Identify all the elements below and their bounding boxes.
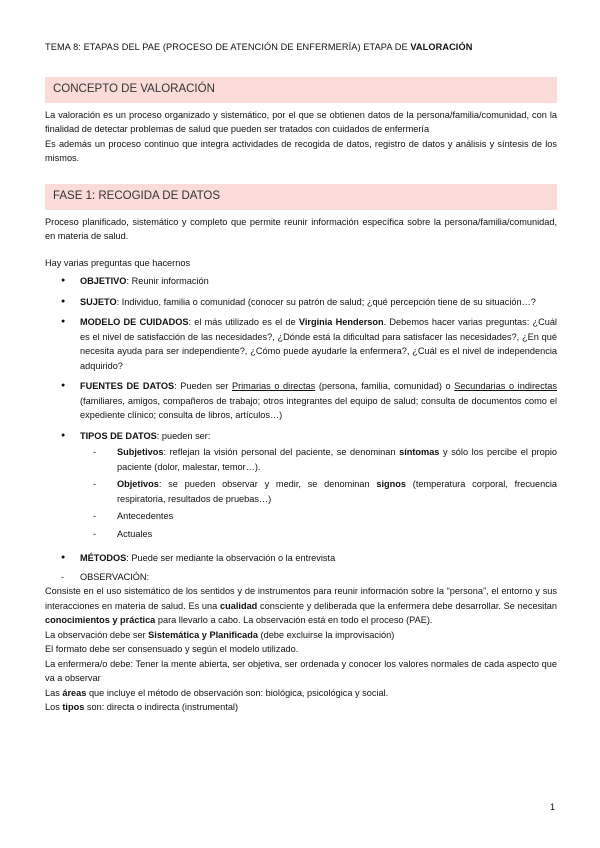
list-item-metodos (45, 551, 557, 566)
section-heading-fase1 (45, 184, 557, 210)
subjetivos-text2: y sólo los percibe el propio paciente (dolor, malestar, temor…). (117, 447, 557, 472)
obs-p6a: Los (45, 702, 63, 712)
objetivo-label: OBJETIVO (80, 276, 127, 286)
modelo-label: MODELO DE CUIDADOS (80, 317, 189, 327)
sujeto-label: SUJETO (80, 296, 117, 307)
observacion-label: - OBSERVACIÓN: (45, 570, 557, 585)
subjetivos-label: Subjetivos (117, 447, 164, 457)
modelo-author: Virginia Henderson (298, 317, 384, 327)
obs-p5a: Las (45, 687, 63, 698)
list-item-objetivo (45, 274, 557, 289)
observacion-paragraph-3: El formato debe ser consensuado y según el modelo utilizado. (45, 644, 299, 654)
section-heading-concepto (45, 77, 557, 103)
document-title (45, 40, 557, 55)
concepto-paragraph-2: Es además un proceso continuo que integra actividades de recogida de datos, registro de datos y análisis y síntesis de los mismos. (45, 138, 557, 163)
observacion-paragraph-5 (45, 686, 557, 701)
metodos-text: : Puede ser mediante la observación o la entrevista (126, 553, 336, 563)
observacion-paragraph-2 (45, 628, 557, 643)
obs-p2a: La observación debe ser (45, 629, 149, 640)
list-item-modelo (45, 315, 557, 373)
obs-p1b: cualidad (220, 600, 258, 611)
fuentes-primarias: Primarias o directas (231, 381, 316, 391)
objetivos-text1: : se pueden observar y medir, se denominan (158, 479, 377, 489)
section1-heading-text: CONCEPTO DE VALORACIÓN (53, 83, 215, 96)
list-item-sujeto (45, 295, 557, 310)
title-bold: VALORACIÓN (410, 42, 473, 52)
obs-p1c: consciente y deliberada que la enfermera debe desarrollar. Se necesitan (257, 600, 557, 611)
list-item-tipos (45, 429, 557, 542)
objetivo-text: : Reunir información (126, 276, 209, 286)
title-prefix: TEMA 8: ETAPAS DEL PAE (PROCESO DE ATENCIÓN DE ENFERMERÍA) ETAPA DE (45, 42, 411, 52)
objetivos-label: Objetivos (117, 479, 159, 489)
obs-p5c: que incluye el método de observación son: biológica, psicológica y social. (86, 687, 389, 698)
fuentes-text3: (familiares, amigos, compañeros de trabajo; otros integrantes del equipo de salud; consulta de documentos como el expediente clínico; consulta de libros, artículos…) (80, 395, 557, 420)
concepto-paragraph-1: La valoración es un proceso organizado y sistemático, por el que se obtienen datos de la persona/familia/comunidad, con la finalidad de detectar problemas de salud que pueden ser tratados con cuidados de enfermería (45, 109, 557, 134)
sublist-item-antecedentes: - Antecedentes (80, 509, 557, 524)
metodos-list (45, 551, 557, 566)
obs-p6b: tipos (62, 702, 85, 712)
observacion-paragraph-1 (45, 584, 557, 628)
sublist-item-subjetivos (80, 445, 557, 474)
fase1-intro: Proceso planificado, sistemático y completo que permite reunir información específica sobre la persona/familia/comunidad, en materia de salud. (45, 216, 557, 241)
objetivos-term: signos (376, 479, 406, 489)
fuentes-label: FUENTES DE DATOS (80, 381, 175, 391)
modelo-text2: . Debemos hacer varias preguntas: ¿Cuál es el nivel de satisfacción de las necesidades?, ¿Dónde está la dificultad para satisfacer las necesidades?, ¿En qué necesita ayuda para ser independiente?, ¿Cómo puede ayudarle la enfermera?, ¿Cuál es el nivel de independencia adquirido? (80, 317, 557, 371)
subjetivos-text1: : reflejan la visión personal del paciente, se denominan (163, 447, 400, 457)
obs-p2b: Sistemática y Planificada (148, 629, 258, 640)
list-item-fuentes (45, 379, 557, 423)
obs-p1e: para llevarlo a cabo. La observación está en todo el proceso (PAE). (155, 615, 433, 625)
metodos-label: MÉTODOS (80, 553, 127, 563)
modelo-text1: : el más utilizado es el de (188, 317, 299, 327)
page-number: 1 (549, 802, 555, 812)
observacion-paragraph-4: La enfermera/o debe: Tener la mente abierta, ser objetiva, ser ordenada y conocer los valores normales de cada aspecto que va a observar (45, 658, 557, 683)
fuentes-text2: (persona, familia, comunidad) o (315, 381, 455, 391)
objetivos-text2: (temperatura corporal, frecuencia respiratoria, resultados de pruebas…) (117, 479, 558, 504)
obs-p2c: (debe excluirse la improvisación) (257, 629, 395, 640)
observacion-paragraph-6 (45, 700, 557, 715)
sublist-item-objetivos (80, 477, 557, 506)
document-page (45, 40, 557, 715)
obs-p1a: Consiste en el uso sistemático de los sentidos y de instrumentos para reunir información sobre la “persona”, el entorno y sus interacciones en materia de salud. Es una (45, 586, 557, 611)
questions-intro: Hay varias preguntas que hacernos (45, 257, 191, 268)
tipos-label: TIPOS DE DATOS (80, 430, 157, 441)
section2-heading-text: FASE 1: RECOGIDA DE DATOS (53, 190, 221, 203)
sublist-item-actuales: - Actuales (80, 527, 557, 542)
fuentes-text1: : Pueden ser (174, 381, 232, 391)
subjetivos-term: síntomas (399, 447, 440, 457)
tipos-sublist (80, 445, 557, 541)
questions-list (45, 274, 557, 541)
obs-p1d: conocimientos y práctica (45, 615, 156, 625)
obs-p6c: son: directa o indirecta (instrumental) (84, 702, 239, 712)
fuentes-secundarias: Secundarias o indirectas (454, 381, 557, 391)
obs-p5b: áreas (62, 687, 87, 698)
sujeto-text: : Individuo, familia o comunidad (conocer su patrón de salud; ¿qué percepción tiene de su situación…? (116, 296, 536, 307)
tipos-text: : pueden ser: (156, 430, 211, 441)
